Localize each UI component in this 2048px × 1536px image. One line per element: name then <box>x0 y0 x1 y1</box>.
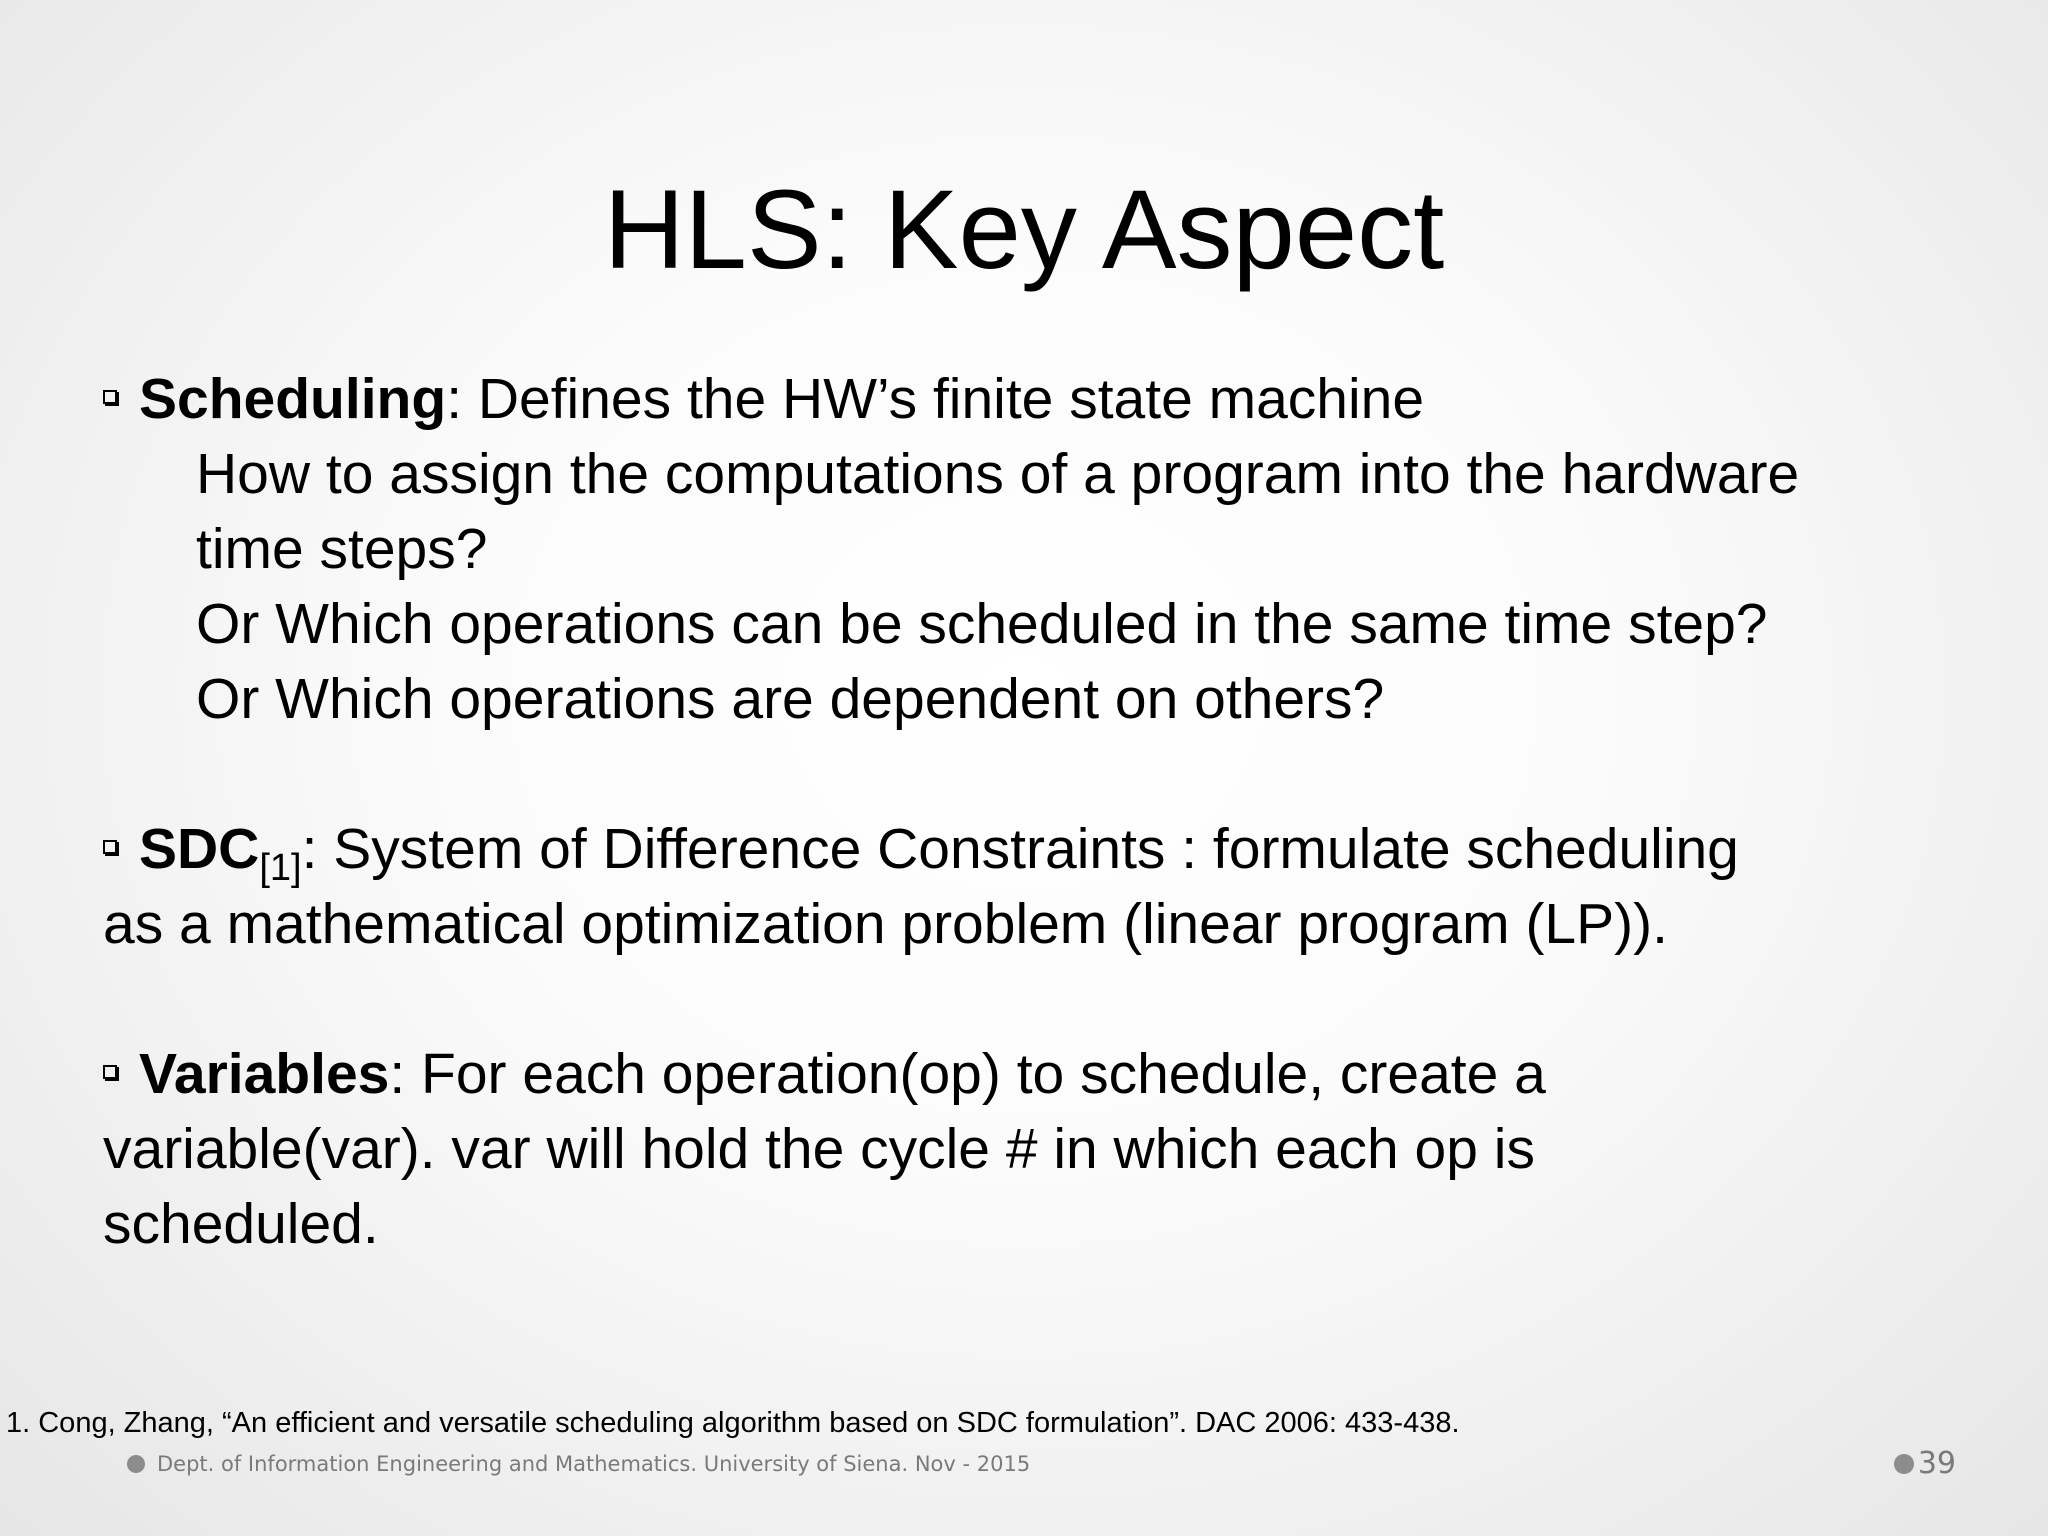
bullet-continuation: variable(var). var will hold the cycle # in which each op is <box>103 1117 1535 1181</box>
slide-title: HLS: Key Aspect <box>603 167 1445 292</box>
spacer <box>103 737 2003 812</box>
square-bullet-icon <box>103 390 117 404</box>
bullet-continuation: as a mathematical optimization problem (linear program (LP)). <box>103 892 1668 956</box>
bullet-term: SDC <box>139 817 260 881</box>
sub-line: time steps? <box>196 517 488 581</box>
reference-subscript: [1] <box>259 847 302 889</box>
sub-line: Or Which operations are dependent on others? <box>196 667 1385 731</box>
bullet-variables <box>103 1037 2003 1112</box>
square-bullet-icon <box>103 840 117 854</box>
footer-text: Dept. of Information Engineering and Mathematics. University of Siena. Nov - 2015 <box>157 1452 1031 1476</box>
page-number-text: 39 <box>1917 1446 1956 1481</box>
bullet-continuation: scheduled. <box>103 1192 379 1256</box>
bullet-sdc <box>103 812 2003 887</box>
bullet-scheduling <box>103 362 2003 437</box>
bullet-text: : Defines the HW’s finite state machine <box>446 367 1425 431</box>
slide-body <box>103 362 2003 1262</box>
bullet-text: : System of Difference Constraints : formulate scheduling <box>301 817 1739 881</box>
bullet-term: Variables <box>139 1042 390 1106</box>
page-number <box>1894 1446 1956 1482</box>
sub-line: How to assign the computations of a program into the hardware <box>196 442 1800 506</box>
square-bullet-icon <box>103 1065 117 1079</box>
sub-line: Or Which operations can be scheduled in the same time step? <box>196 592 1768 656</box>
slide-footer <box>127 1448 1030 1480</box>
bullet-text: : For each operation(op) to schedule, create a <box>389 1042 1546 1106</box>
circle-bullet-icon <box>1894 1454 1914 1474</box>
bullet-term: Scheduling <box>139 367 447 431</box>
footnote-reference: 1. Cong, Zhang, “An efficient and versatile scheduling algorithm based on SDC formulation”. DAC 2006: 433-438. <box>6 1407 1460 1439</box>
circle-bullet-icon <box>127 1455 145 1473</box>
spacer <box>103 962 2003 1037</box>
